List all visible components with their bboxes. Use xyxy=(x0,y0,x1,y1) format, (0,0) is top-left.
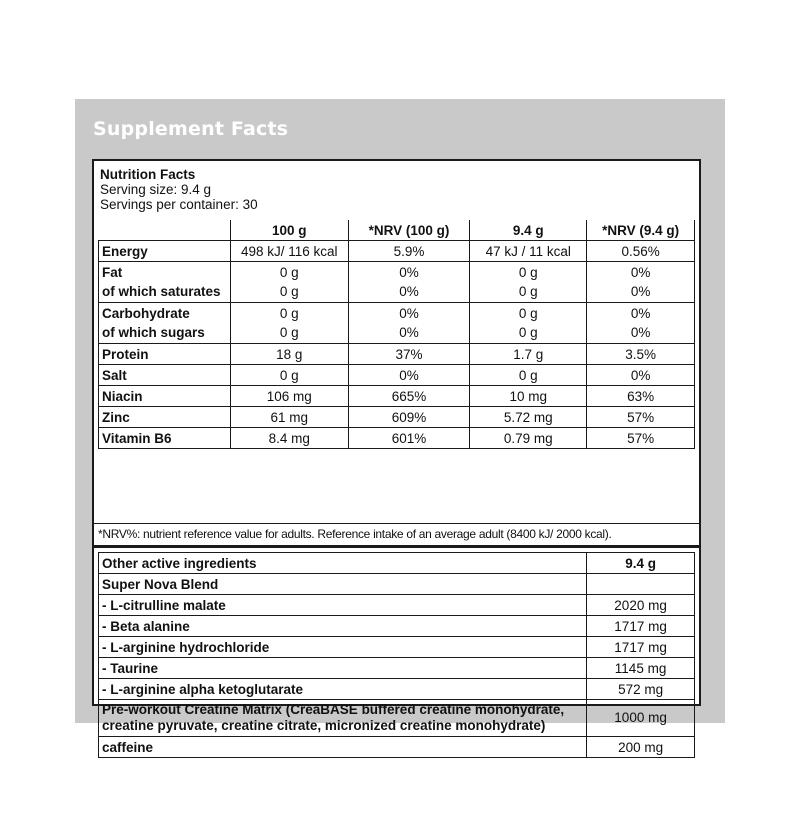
row-label: Salt xyxy=(99,365,231,386)
ingredient-amount xyxy=(587,574,695,595)
ingredient-name: Super Nova Blend xyxy=(99,574,587,595)
cell-nrv-9-4g xyxy=(587,262,695,303)
table-row-taurine xyxy=(99,658,695,679)
cell-value: 0% xyxy=(399,306,419,321)
table-row-l-arginine-akg xyxy=(99,679,695,700)
cell-9-4g: 0 g xyxy=(470,365,587,386)
cell-9-4g xyxy=(470,303,587,344)
cell-100g xyxy=(230,303,348,344)
facts-card xyxy=(92,159,701,755)
row-label xyxy=(99,303,231,344)
cell-nrv-100g: 665% xyxy=(348,386,470,407)
ingredient-name: - Taurine xyxy=(99,658,587,679)
cell-value-sub: 0% xyxy=(630,325,651,340)
cell-100g xyxy=(230,262,348,303)
ingredient-name: - Beta alanine xyxy=(99,616,587,637)
table-row-l-citrulline-malate xyxy=(99,595,695,616)
cell-nrv-100g: 609% xyxy=(348,407,470,428)
ingredient-amount: 1000 mg xyxy=(587,700,695,737)
cell-nrv-9-4g: 3.5% xyxy=(587,344,695,365)
cell-9-4g: 1.7 g xyxy=(470,344,587,365)
cell-value: 0% xyxy=(630,306,651,321)
row-label: Zinc xyxy=(99,407,231,428)
cell-value-sub: 0 g xyxy=(518,325,538,340)
table-row-beta-alanine xyxy=(99,616,695,637)
cell-9-4g: 10 mg xyxy=(470,386,587,407)
table-row-energy xyxy=(99,241,695,262)
col-header-100g: 100 g xyxy=(230,220,348,241)
col-header-nrv-100g: *NRV (100 g) xyxy=(348,220,470,241)
row-label-main: Fat xyxy=(102,265,123,280)
cell-nrv-9-4g: 57% xyxy=(587,428,695,449)
cell-nrv-100g: 37% xyxy=(348,344,470,365)
col-header-9-4g: 9.4 g xyxy=(470,220,587,241)
panel-title: Supplement Facts xyxy=(93,118,289,140)
cell-nrv-100g: 5.9% xyxy=(348,241,470,262)
table-row-l-arginine-hydrochloride xyxy=(99,637,695,658)
cell-value: 0 g xyxy=(518,306,538,321)
table-row-creatine-matrix xyxy=(99,700,695,737)
other-header-amount: 9.4 g xyxy=(587,553,695,574)
ingredient-name-line2: creatine pyruvate, creatine citrate, micronized creatine monohydrate) xyxy=(102,718,546,733)
ingredient-name: - L-citrulline malate xyxy=(99,595,587,616)
cell-nrv-100g: 601% xyxy=(348,428,470,449)
nutrition-header xyxy=(100,167,258,212)
table-row-caffeine xyxy=(99,737,695,758)
ingredient-name: caffeine xyxy=(99,737,587,758)
row-label: Vitamin B6 xyxy=(99,428,231,449)
ingredient-name xyxy=(99,700,587,737)
nrv-footnote: *NRV%: nutrient reference value for adults. Reference intake of an average adult (8400 kJ/ 2000 kcal). xyxy=(94,523,699,548)
cell-100g: 61 mg xyxy=(230,407,348,428)
cell-nrv-100g xyxy=(348,303,470,344)
row-label-sub: of which saturates xyxy=(102,284,221,299)
cell-nrv-9-4g xyxy=(587,303,695,344)
ingredient-name: - L-arginine hydrochloride xyxy=(99,637,587,658)
row-label-main: Carbohydrate xyxy=(102,306,190,321)
cell-value-sub: 0% xyxy=(399,284,419,299)
cell-9-4g xyxy=(470,262,587,303)
table-row-super-nova-blend xyxy=(99,574,695,595)
other-ingredients-table xyxy=(98,552,695,758)
cell-value: 0 g xyxy=(279,265,299,280)
row-label: Energy xyxy=(99,241,231,262)
cell-100g: 106 mg xyxy=(230,386,348,407)
cell-nrv-100g xyxy=(348,262,470,303)
cell-100g: 8.4 mg xyxy=(230,428,348,449)
cell-nrv-9-4g: 63% xyxy=(587,386,695,407)
cell-9-4g: 47 kJ / 11 kcal xyxy=(470,241,587,262)
ingredient-amount: 1717 mg xyxy=(587,616,695,637)
ingredient-name-line1: Pre-workout Creatine Matrix (CreaBASE buffered creatine monohydrate, xyxy=(102,702,565,717)
nutrition-title: Nutrition Facts xyxy=(100,167,196,182)
col-header-nrv-9-4g: *NRV (9.4 g) xyxy=(587,220,695,241)
servings-per-container: Servings per container: 30 xyxy=(100,197,258,212)
cell-100g: 498 kJ/ 116 kcal xyxy=(230,241,348,262)
cell-value: 0% xyxy=(399,265,419,280)
ingredient-name: - L-arginine alpha ketoglutarate xyxy=(99,679,587,700)
other-header-row xyxy=(99,553,695,574)
cell-nrv-9-4g: 57% xyxy=(587,407,695,428)
row-label: Niacin xyxy=(99,386,231,407)
supplement-facts-panel xyxy=(75,99,725,755)
cell-value-sub: 0% xyxy=(399,325,419,340)
table-row-niacin xyxy=(99,386,695,407)
row-label: Protein xyxy=(99,344,231,365)
cell-100g: 0 g xyxy=(230,365,348,386)
cell-value-sub: 0 g xyxy=(279,284,299,299)
header-blank-cell xyxy=(99,220,231,241)
other-header-label: Other active ingredients xyxy=(99,553,587,574)
ingredient-amount: 572 mg xyxy=(587,679,695,700)
cell-value: 0 g xyxy=(518,265,538,280)
table-row-fat xyxy=(99,262,695,303)
ingredient-amount: 1145 mg xyxy=(587,658,695,679)
table-row-carbohydrate xyxy=(99,303,695,344)
nutrition-header-row xyxy=(99,220,695,241)
cell-100g: 18 g xyxy=(230,344,348,365)
table-row-zinc xyxy=(99,407,695,428)
cell-9-4g: 5.72 mg xyxy=(470,407,587,428)
cell-value-sub: 0 g xyxy=(279,325,299,340)
cell-nrv-100g: 0% xyxy=(348,365,470,386)
ingredient-amount: 2020 mg xyxy=(587,595,695,616)
cell-value-sub: 0% xyxy=(630,284,651,299)
cell-value: 0% xyxy=(630,265,651,280)
cell-nrv-9-4g: 0% xyxy=(587,365,695,386)
table-row-protein xyxy=(99,344,695,365)
table-row-salt xyxy=(99,365,695,386)
cell-value: 0 g xyxy=(279,306,299,321)
serving-size: Serving size: 9.4 g xyxy=(100,182,212,197)
cell-9-4g: 0.79 mg xyxy=(470,428,587,449)
cell-value-sub: 0 g xyxy=(518,284,538,299)
table-row-vitamin-b6 xyxy=(99,428,695,449)
row-label-sub: of which sugars xyxy=(102,325,205,340)
ingredient-amount: 1717 mg xyxy=(587,637,695,658)
nutrition-table xyxy=(98,220,695,449)
cell-nrv-9-4g: 0.56% xyxy=(587,241,695,262)
row-label xyxy=(99,262,231,303)
ingredient-amount: 200 mg xyxy=(587,737,695,758)
